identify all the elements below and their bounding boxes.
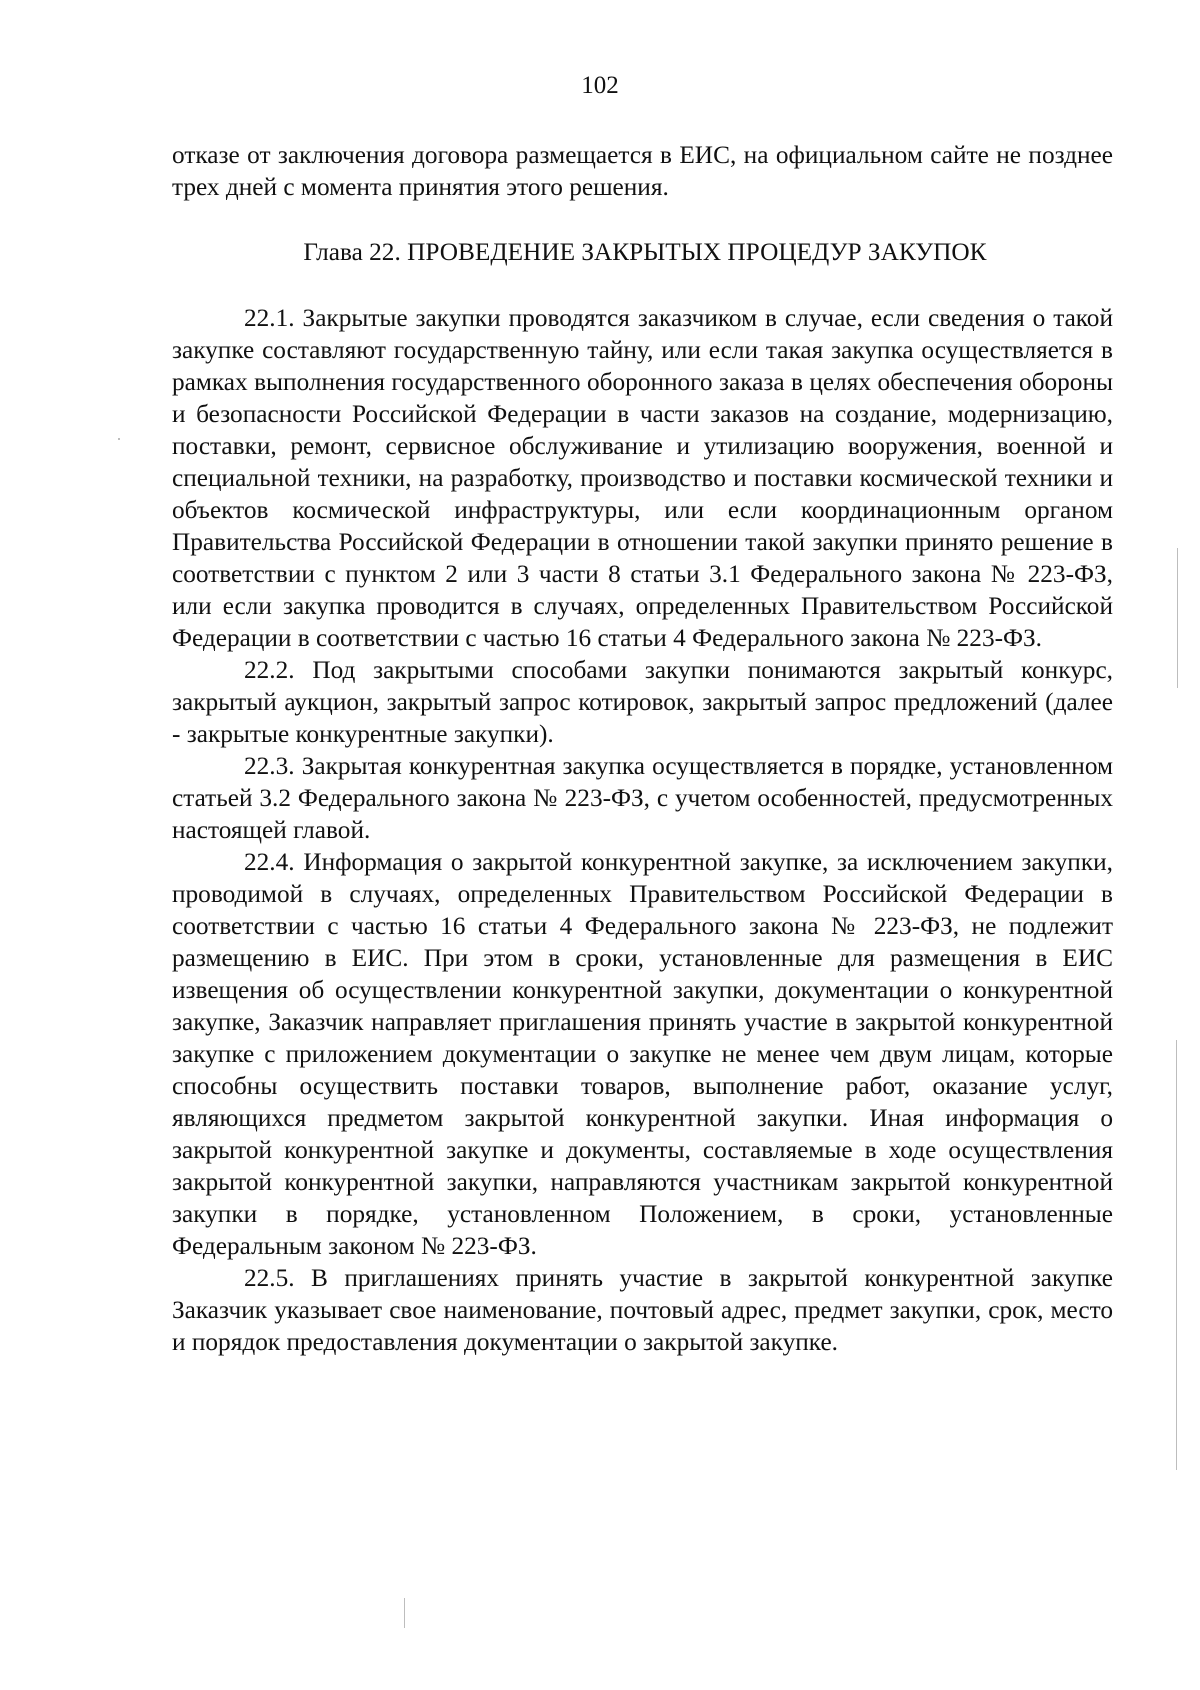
chapter-body — [172, 302, 1113, 1358]
paragraph-number: 22.5. — [244, 1264, 295, 1292]
paragraph-number: 22.3. — [244, 752, 295, 780]
paragraph-text: Информация о закрытой конкурентной закупке, за исключением закупки, проводимой в случаях, определенных Правительством Российской Федерации в соответствии с частью 16 статьи 4 Федерального закона № 223-ФЗ, не подлежит размещению в ЕИС. При этом в сроки, установленные для размещения в ЕИС извещения об осуществлении конкурентной закупки, документации о конкурентной закупке, Заказчик направляет приглашения принять участие в закрытой конкурентной закупке с приложением документации о закупке не менее чем двум лицам, которые способны осуществить поставки товаров, выполнение работ, оказание услуг, являющихся предметом закрытой конкурентной закупки. Иная информация о закрытой конкурентной закупке и документы, составляемые в ходе осуществления закрытой конкурентной закупки, направляются участникам закрытой конкурентной закупки в порядке, установленном Положением, в сроки, установленные Федеральным законом № 223-ФЗ. — [172, 848, 1113, 1260]
paragraph-22-2 — [172, 654, 1113, 750]
paragraph-number: 22.1. — [244, 304, 295, 332]
page-number: 102 — [581, 72, 619, 99]
paragraph-number: 22.4. — [244, 848, 295, 876]
continuation-paragraph — [172, 139, 1113, 203]
paragraph-text: Закрытые закупки проводятся заказчиком в случае, если сведения о такой закупке составляют государственную тайну, или если такая закупка осуществляется в рамках выполнения государственного оборонного заказа в целях обеспечения обороны и безопасности Российской Федерации в части заказов на создание, модернизацию, поставки, ремонт, сервисное обслуживание и утилизацию вооружения, военной и специальной техники, на разработку, производство и поставки космической техники и объектов космической инфраструктуры, или если координационным органом Правительства Российской Федерации в отношении такой закупки принято решение в соответствии с пунктом 2 или 3 части 8 статьи 3.1 Федерального закона № 223-ФЗ, или если закупка проводится в случаях, определенных Правительством Российской Федерации в соответствии с частью 16 статьи 4 Федерального закона № 223-ФЗ. — [172, 304, 1113, 652]
scan-artifact — [404, 1598, 405, 1628]
chapter-title: Глава 22. ПРОВЕДЕНИЕ ЗАКРЫТЫХ ПРОЦЕДУР ЗАКУПОК — [303, 238, 987, 266]
paragraph-number: 22.2. — [244, 656, 295, 684]
paragraph-text: В приглашениях принять участие в закрытой конкурентной закупке Заказчик указывает свое наименование, почтовый адрес, предмет закупки, срок, место и порядок предоставления документации о закрытой закупке. — [172, 1264, 1113, 1356]
paragraph-22-4 — [172, 846, 1113, 1262]
paragraph-22-3 — [172, 750, 1113, 846]
paragraph-22-5 — [172, 1262, 1113, 1358]
paragraph-22-1 — [172, 302, 1113, 654]
scan-artifact — [118, 438, 120, 440]
paragraph-text: Под закрытыми способами закупки понимаются закрытый конкурс, закрытый аукцион, закрытый запрос котировок, закрытый запрос предложений (далее - закрытые конкурентные закупки). — [172, 656, 1113, 748]
paragraph-text: Закрытая конкурентная закупка осуществляется в порядке, установленном статьей 3.2 Федерального закона № 223-ФЗ, с учетом особенностей, предусмотренных настоящей главой. — [172, 752, 1113, 844]
continuation-text: отказе от заключения договора размещается в ЕИС, на официальном сайте не позднее трех дней с момента принятия этого решения. — [172, 141, 1113, 201]
scan-artifact — [1177, 548, 1178, 688]
scan-artifact — [1176, 1040, 1177, 1470]
